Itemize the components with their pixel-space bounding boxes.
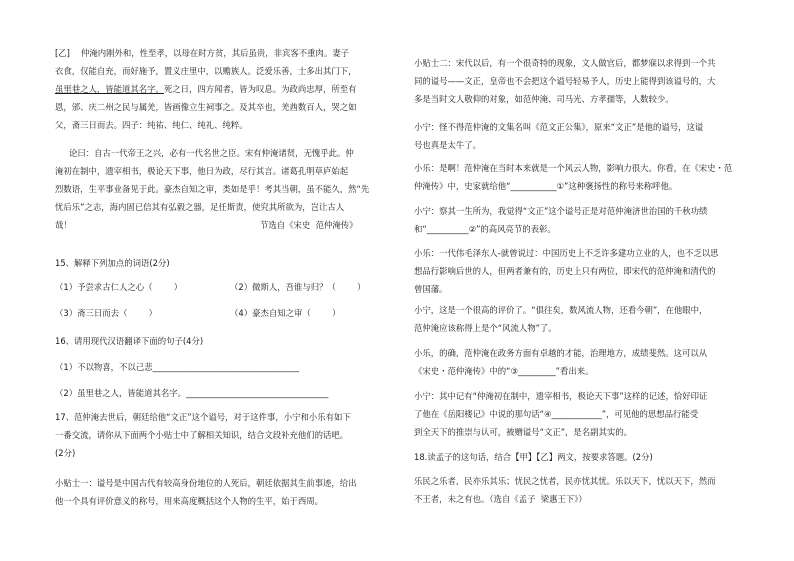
dialogue-line: 小宁，这是一个很高的评价了。“俱往矣，数风流人物，还看今朝”，在他眼中，: [414, 305, 708, 315]
question-item: （1）不以物喜，不以己悲___________________________________: [55, 362, 300, 372]
question-item: （2）虽里巷之人，皆能道其名字。__________________________________: [55, 388, 329, 398]
passage-line-rest: 死之日，四方闻者，皆为叹息。为政尚忠厚，所至有: [163, 84, 357, 94]
comment-line: 论曰：自古一代帝王之兴，必有一代名世之臣。宋有仲淹诸贤，无愧乎此。仲: [69, 148, 354, 158]
dialogue-line: 曾国藩。: [414, 284, 448, 294]
passage-source: 节选自《宋史 范仲淹传》: [260, 220, 358, 230]
dialogue-line: 仲淹传》中，史家就给他“___________①”这种褒扬性的称号来称呼他。: [414, 181, 678, 191]
tip-line: 小贴士一：谥号是中国古代有较高身份地位的人死后，朝廷依据其生前事迹，给出: [55, 478, 357, 488]
tip-line: 他一个具有评价意义的称号，用来高度概括这个人物的生平，始于西周。: [55, 496, 323, 506]
dialogue-line: 小乐，的确，范仲淹在政务方面有卓越的才能，治理地方，成绩斐然。这可以从: [414, 348, 708, 358]
comment-line: 淹初在制中，遗宰相书，极论天下事，他日为政，尽行其言。诸葛孔明草庐始起: [55, 166, 349, 176]
dialogue-line: 想品行影响后世的人，但两者兼有的，历史上只有两位，即宋代的范仲淹和清代的: [414, 266, 716, 276]
comment-line: 烈数语，生平事业备见于此。豪杰自知之审，类如是乎！考其当朝，虽不能久，然“先: [55, 184, 370, 194]
tip-line: 小贴士二：宋代以后，有一个很奇特的现象，文人做官后，都梦寐以求得到一个共: [414, 58, 716, 68]
passage-line: 衣食，仅能自充，而好施予，置义庄里中，以赡族人。泛爱乐善，士多出其门下，: [55, 66, 357, 76]
dialogue-line: 小宁：察其一生所为，我觉得“文正”这个谥号正是对范仲淹济世治国的千秋功绩: [414, 206, 708, 216]
passage-line: 恩，邠、庆二州之民与属羌，皆画像立生祠事之。及其卒也，羌酋数百人，哭之如: [55, 102, 357, 112]
passage-line: 仲淹内刚外和，性至孝，以母在时方贫，其后虽贵，非宾客不重肉。妻子: [81, 48, 349, 58]
question-item: （2）微斯人，吾谁与归？（ ）: [230, 282, 366, 292]
tip-line: 同的谥号——文正，皇帝也不会把这个谥号轻易予人，历史上能得到该谥号的，大: [414, 76, 716, 86]
question-item: （3）斋三日而去（ ）: [55, 308, 158, 318]
question-line: 乐民之乐者，民亦乐其乐；忧民之忧者，民亦忧其忧。乐以天下，忧以天下，然而: [414, 476, 716, 486]
underlined-sentence: 虽里巷之人，皆能道其名字。: [55, 84, 164, 94]
question-line: 17、范仲淹去世后，朝廷给他“文正”这个谥号，对于这件事，小宁和小乐有如下: [55, 412, 351, 422]
question-item: （4）豪杰自知之审（ ）: [230, 308, 341, 318]
dialogue-line: 到全天下的推崇与认可，被赠谥号“文正”，是名副其实的。: [414, 427, 633, 437]
dialogue-line: 小乐：是啊！范仲淹在当时本来就是一个风云人物，影响力很大。你看，在《宋史・范: [414, 163, 733, 173]
passage-line: [55, 84, 357, 95]
dialogue-line: 小乐：一代伟毛泽东人-就曾说过：中国历史上不乏许多建功立业的人，也不乏以思: [414, 248, 719, 258]
comment-line: 哉！: [55, 220, 72, 230]
question-title: 16、请用现代汉语翻译下面的句子(4分): [55, 336, 204, 346]
question-line: 一番交流，请你从下面两个小贴士中了解相关知识，结合文段补充他们的话吧。: [55, 430, 349, 440]
question-line: 不王者，未之有也。（选自《孟子 梁惠王下》）: [414, 494, 587, 504]
dialogue-line: 《宋史・范仲淹传》中的“③_________”看出来。: [414, 366, 594, 376]
dialogue-line: 了他在《岳阳楼记》中说的那句话“④____________”，可见他的思想品行能受: [414, 409, 699, 419]
dialogue-line: 小宁：其中记有“仲淹初在制中，遗宰相书，极论天下事”这样的记述，恰好印证: [414, 391, 708, 401]
passage-line: 父，斋三日而去。四子：纯祐、纯仁、纯礼、纯粹。: [55, 120, 248, 130]
tip-line: 多是当时文人敬仰的对象，如范仲淹、司马光、方孝孺等，人数较少。: [414, 94, 674, 104]
comment-line: 忧后乐”之志，海内固已信其有弘毅之器，足任斯责，使究其所欲为，岂让古人: [55, 202, 345, 212]
question-title: 15、解释下列加点的词语(2分): [55, 258, 170, 268]
dialogue-line: 小宁：怪不得范仲淹的文集名叫《范文正公集》，原来“文正”是他的谥号，这谥: [414, 122, 704, 132]
question-title: 18.读孟子的这句话，结合【甲】【乙】两文，按要求答题。(2分): [414, 452, 653, 462]
question-item: （1）予尝求古仁人之心（ ）: [55, 282, 183, 292]
dialogue-line: 范仲淹应该称得上是个“风流人物”了。: [414, 323, 557, 333]
dialogue-line: 和“__________②”的高风亮节的表彰。: [414, 224, 556, 234]
question-line: (2分): [55, 448, 76, 458]
passage-tag: [乙]: [55, 48, 70, 58]
dialogue-line: 号也真是太牛了。: [414, 140, 481, 150]
